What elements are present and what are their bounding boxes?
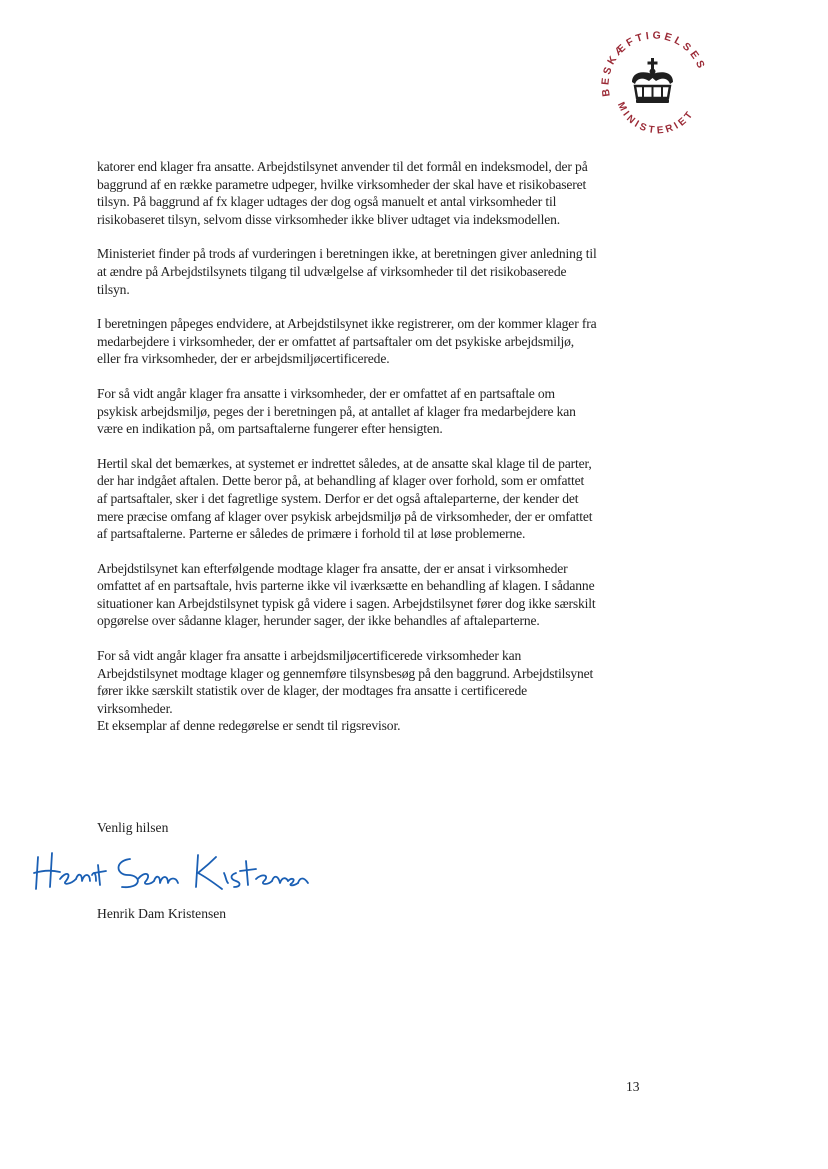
handwritten-signature: [30, 843, 310, 895]
letter-body: [97, 158, 597, 752]
paragraph-4: For så vidt angår klager fra ansatte i virksomheder, der er omfattet af en partsaftale om psykisk arbejdsmiljø, peges der i beretningen på, at antallet af klager fra medarbejdere kan være en indikation på, om partsaftalerne fungerer efter hensigten.: [97, 385, 576, 437]
paragraph-5: Hertil skal det bemærkes, at systemet er indrettet således, at de ansatte skal klage til de parter, der har indgået aftalen. Dette beror på, at behandling af klager over forhold, som er omfattet af partsaftaler, sker i det fagretlige system. Derfor er det også aftaleparterne, der kender det mere præcise omfang af klager over psykisk arbejdsmiljø på de virksomheder, der er omfattet af partsaftalerne. Parterne er således de primære i forhold til at løse problemerne.: [97, 455, 593, 542]
logo-text-top: BESKÆFTIGELSES: [599, 29, 708, 98]
logo-text-bottom: MINISTERIET: [614, 100, 697, 137]
paragraph-2: Ministeriet finder på trods af vurderingen i beretningen ikke, at beretningen giver anledning til at ændre på Arbejdstilsynets tilgang til udvælgelse af virksomheder til det risikobaserede tilsyn.: [97, 246, 597, 297]
paragraph-8: Et eksemplar af denne redegørelse er sendt til rigsrevisor.: [97, 718, 401, 734]
signer-name: Henrik Dam Kristensen: [97, 906, 227, 921]
paragraph-6: Arbejdstilsynet kan efterfølgende modtage klager fra ansatte, der er ansat i virksomheder omfattet af en partsaftale, hvis parterne ikke vil iværksætte en behandling af klagen. I sådanne situationer kan Arbejdstilsynet typisk gå videre i sagen. Arbejdstilsynet fører dog ikke særskilt opgørelse over sådanne klager, herunder sager, der ikke behandles af aftaleparterne.: [97, 560, 596, 629]
paragraph-7: For så vidt angår klager fra ansatte i arbejdsmiljøcertificerede virksomheder kan Arbejdstilsynet modtage klager og gennemføre tilsynsbesøg på den baggrund. Arbejdstilsynet fører ikke særskilt statistik over de klager, der modtages fra ansatte i certificerede virksomheder.: [97, 648, 594, 716]
closing-salutation: Venlig hilsen: [97, 820, 169, 835]
ministry-logo: [588, 26, 718, 144]
paragraph-1: katorer end klager fra ansatte. Arbejdstilsynet anvender til det formål en indeksmodel, der på baggrund af en række parametre udpeger, hvilke virksomheder der skal have et risikobaseret tilsyn. På baggrund af fx klager udtages der dog også manuelt et antal virksomheder til risikobaseret tilsyn, selvom disse virksomheder ikke bliver udtaget via indeksmodellen.: [97, 159, 588, 227]
page-number: 13: [626, 1079, 640, 1094]
paragraph-3: I beretningen påpeges endvidere, at Arbejdstilsynet ikke registrerer, om der kommer klager fra medarbejdere i virksomheder, der er omfattet af partsaftaler om det psykiske arbejdsmiljø, eller fra virksomheder, der er arbejdsmiljøcertificerede.: [97, 316, 597, 367]
crown-icon: [632, 58, 673, 103]
